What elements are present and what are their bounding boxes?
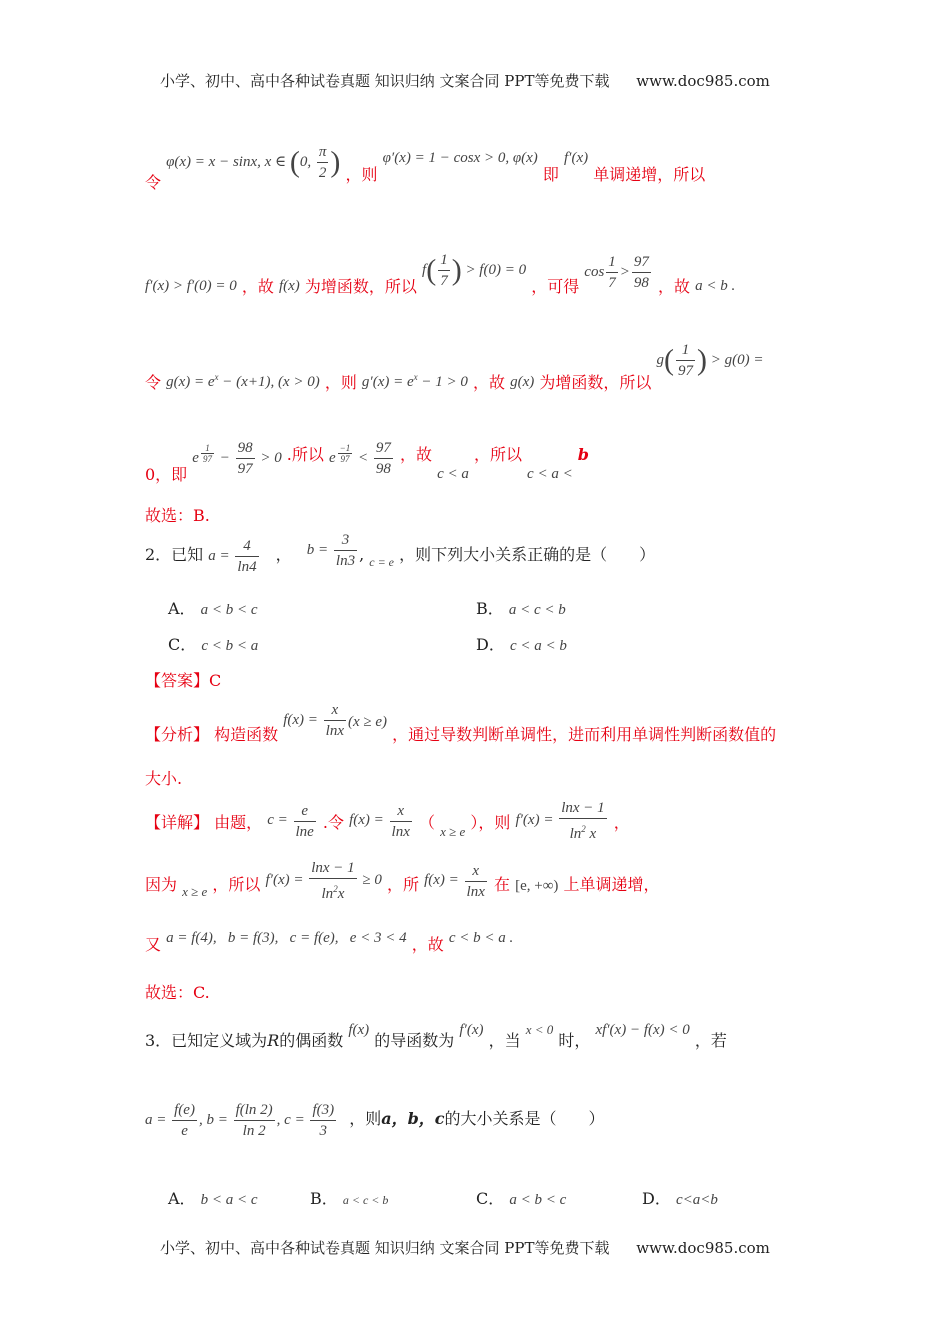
because-text-b: ，所以: [212, 875, 261, 895]
text-gu-3: ，故: [472, 372, 505, 392]
option-label: B．: [310, 1189, 338, 1208]
math-c-b-a: c < b < a .: [448, 930, 514, 946]
math-values: a = f(4), b = f(3), c = f(e), e < 3 < 4: [166, 930, 407, 946]
math-fx-over-lnx-2: f(x) = $\frac{x}{\ln x}$: [349, 802, 410, 840]
solution-line-2: [145, 252, 736, 297]
detail-tag: 【详解】: [145, 813, 210, 833]
math-x-ge-e: x ≥ e: [440, 824, 466, 840]
solution-line-1: [145, 142, 706, 192]
option-label: A．: [168, 1189, 196, 1208]
math-phi-derivative: φ′(x) = 1 − cosx > 0, φ(x): [382, 149, 538, 166]
page-footer: [160, 1237, 770, 1258]
option-label: B．: [476, 599, 504, 618]
math-b-def: b = $\frac{3}{\ln 3}$: [306, 532, 356, 569]
text-increasing-2: 为增函数，所以: [539, 372, 652, 392]
q3-R: R: [267, 1031, 280, 1050]
q2-because: [145, 858, 660, 904]
q2-stem-tail: ，则下列大小关系正确的是（ ）: [399, 544, 656, 564]
conclusion-c: 故选：C.: [145, 983, 210, 1002]
math-gx: g(x): [510, 373, 535, 390]
q3-text-4: 时，: [558, 1031, 591, 1050]
math-a-def: a = $\frac{4}{\ln 4}$: [208, 538, 257, 575]
analysis-text-c: 大小.: [145, 769, 183, 788]
detail-text-b: .令: [322, 813, 345, 833]
math-fprime-gt: f′(x) > f′(0) = 0: [145, 277, 237, 294]
q3-text-1: 的偶函数: [279, 1031, 344, 1050]
q3-text-6: ，则: [349, 1108, 382, 1128]
math-abc-defs: a = $\frac{f(e)}{e}$ , b = $\frac{f(\ln 2)}{\ln 2}$ , c = $\frac{f(3)}{3}$: [145, 1102, 335, 1139]
text-b-red: b: [577, 444, 589, 464]
math-fprime-q3: f′(x): [459, 1022, 484, 1038]
text-suoyi: .所以: [286, 444, 324, 464]
because-text-c: ，所: [387, 875, 420, 895]
text-ling-2: 令: [145, 372, 162, 392]
q3-option-c[interactable]: [476, 1186, 566, 1209]
footer-text: 小学、初中、高中各种试卷真题 知识归纳 文案合同 PPT等免费下载: [160, 1239, 610, 1257]
option-label: D．: [476, 635, 505, 654]
q3-text-5: ，若: [694, 1031, 727, 1050]
math-f-1-7: f( $\frac{1}{7}$ ) > f(0) = 0: [422, 252, 527, 289]
q3-defs: [145, 1100, 605, 1141]
header-text: 小学、初中、高中各种试卷真题 知识归纳 文案合同 PPT等免费下载: [160, 72, 610, 90]
detail-text-a: 由题，: [214, 813, 263, 833]
option-expr: c < a < b: [509, 638, 567, 654]
math-fx-over-lnx-3: f(x) = $\frac{x}{\ln x}$: [424, 862, 485, 900]
math-c-def: c = e: [369, 554, 394, 569]
solution-line-3: [145, 340, 764, 392]
conclusion-b: 故选：B.: [145, 506, 210, 525]
q3-option-a[interactable]: [168, 1186, 258, 1209]
math-fx-over-lnx: f(x) = $\frac{x}{\ln x}$ (x ≥ e): [283, 702, 388, 739]
q2-option-c[interactable]: [168, 632, 258, 655]
text-suoyi-2: ，所以: [473, 444, 522, 464]
math-cos-ineq: cos $\frac{1}{7}$ > $\frac{97}{98}$: [584, 254, 649, 291]
analysis-tag: 【分析】: [145, 724, 210, 744]
page-header: [160, 70, 770, 91]
q2-comma: ，: [275, 544, 292, 564]
text-gu: ，故: [241, 276, 274, 296]
you-text-a: 又: [145, 935, 162, 954]
math-g-1-97: g( $\frac{1}{97}$ ) > g(0) =: [656, 342, 764, 379]
q3-option-b[interactable]: [310, 1186, 388, 1209]
q3-text-3: ，当: [488, 1031, 521, 1050]
detail-text-e: ，: [613, 813, 630, 833]
because-text-e: 上单调递增，: [563, 875, 660, 895]
q2-option-d[interactable]: [476, 632, 567, 655]
text-ling: 令: [145, 172, 162, 192]
option-expr: a < b < c: [200, 602, 258, 618]
q3-text-7: 的大小关系是（ ）: [444, 1108, 605, 1128]
option-expr: a < c < b: [508, 602, 566, 618]
option-expr: c < b < a: [201, 638, 259, 654]
math-a-lt-b: a < b .: [695, 277, 736, 294]
math-c-a-chain: c < a <: [527, 465, 573, 482]
footer-site-link[interactable]: www.doc985.com: [636, 1239, 770, 1257]
math-fx: f(x): [278, 277, 300, 294]
you-text-b: ，故: [411, 935, 444, 954]
q2-answer: 【答案】C: [145, 671, 222, 690]
text-then-2: ，则: [324, 372, 357, 392]
question-2: 2．已知 a = $\frac{4}{\ln 4}$ ， b = $\frac{3}{\ln 3}$ , $_{c = e}$ ，则下列大小关系正确的是（ ）: [145, 532, 656, 575]
q2-you: [145, 924, 514, 954]
math-fx-q3: f(x): [348, 1022, 370, 1038]
q3-option-d[interactable]: [642, 1186, 718, 1209]
math-x-lt-0: x < 0: [525, 1022, 554, 1037]
text-kede: ，可得: [531, 276, 580, 296]
math-fprime-quotient: f′(x) = $\frac{\ln x - 1}{\ln^2 x}$: [515, 800, 605, 842]
q3-number: 3．已知定义域为: [145, 1031, 268, 1050]
detail-text-c: （: [418, 813, 435, 833]
text-zero-ji: 0，即: [145, 464, 188, 484]
analysis-text-a: 构造函数: [214, 724, 279, 744]
math-exp-ineq-1: e $^{\frac{1}{97}}$ − $\frac{98}{97}$ > 0: [192, 440, 282, 477]
q2-number: 2．已知: [145, 544, 204, 564]
q2-detail: [145, 798, 630, 844]
q2-analysis: [145, 700, 777, 744]
math-fprime-ge-0: f′(x) = $\frac{\ln x - 1}{\ln^2x}$ ≥ 0: [265, 860, 382, 902]
q2-option-a[interactable]: [168, 596, 258, 619]
because-text-a: 因为: [145, 875, 178, 895]
option-expr: b < a < c: [200, 1192, 258, 1208]
q2-option-b[interactable]: [476, 596, 566, 619]
math-exp-ineq-2: e $^{\frac{-1}{97}}$ < $\frac{97}{98}$: [328, 440, 391, 477]
solution-line-4: [145, 438, 589, 484]
math-phi-def: φ(x) = x − sinx, x ∈ (0, $\frac{\pi}{2}$ ): [166, 144, 341, 181]
math-xfprime-ineq: xf′(x) − f(x) < 0: [595, 1022, 690, 1038]
text-increasing: 为增函数，所以: [304, 276, 417, 296]
math-c-e-over-lne: c = $\frac{e}{\ln e}$: [267, 802, 314, 840]
math-g-def: $g(x) = e^x - (x+1)$, (x > 0): [166, 371, 320, 390]
math-x-ge-e-2: x ≥ e: [182, 884, 208, 900]
detail-text-d: ），则: [470, 813, 511, 833]
math-fprime: f′(x): [564, 149, 589, 166]
text-mono: 单调递增，所以: [593, 164, 706, 184]
text-gu-4: ，故: [399, 444, 432, 464]
option-label: C．: [476, 1189, 505, 1208]
analysis-text-b: ，通过导数判断单调性，进而利用单调性判断函数值的: [392, 724, 777, 744]
because-text-d: 在: [493, 875, 510, 895]
option-label: C．: [168, 635, 197, 654]
q3-text-2: 的导函数为: [374, 1031, 455, 1050]
header-site-link[interactable]: www.doc985.com: [636, 72, 770, 90]
text-then: ，则: [345, 164, 378, 184]
option-expr: a < b < c: [509, 1192, 567, 1208]
math-c-lt-a: c < a: [437, 465, 469, 482]
text-ji: 即: [542, 164, 559, 184]
option-expr: a < c < b: [342, 1193, 389, 1207]
option-label: D．: [642, 1189, 671, 1208]
math-interval: [e, +∞): [515, 878, 559, 895]
math-g-prime: $g'(x) = e^x - 1 > 0$: [361, 371, 468, 390]
question-3: [145, 1016, 727, 1050]
option-label: A．: [168, 599, 196, 618]
option-expr: c<a<b: [675, 1192, 718, 1208]
q3-abc: a，b，c: [381, 1108, 445, 1128]
text-gu2: ，故: [658, 276, 691, 296]
